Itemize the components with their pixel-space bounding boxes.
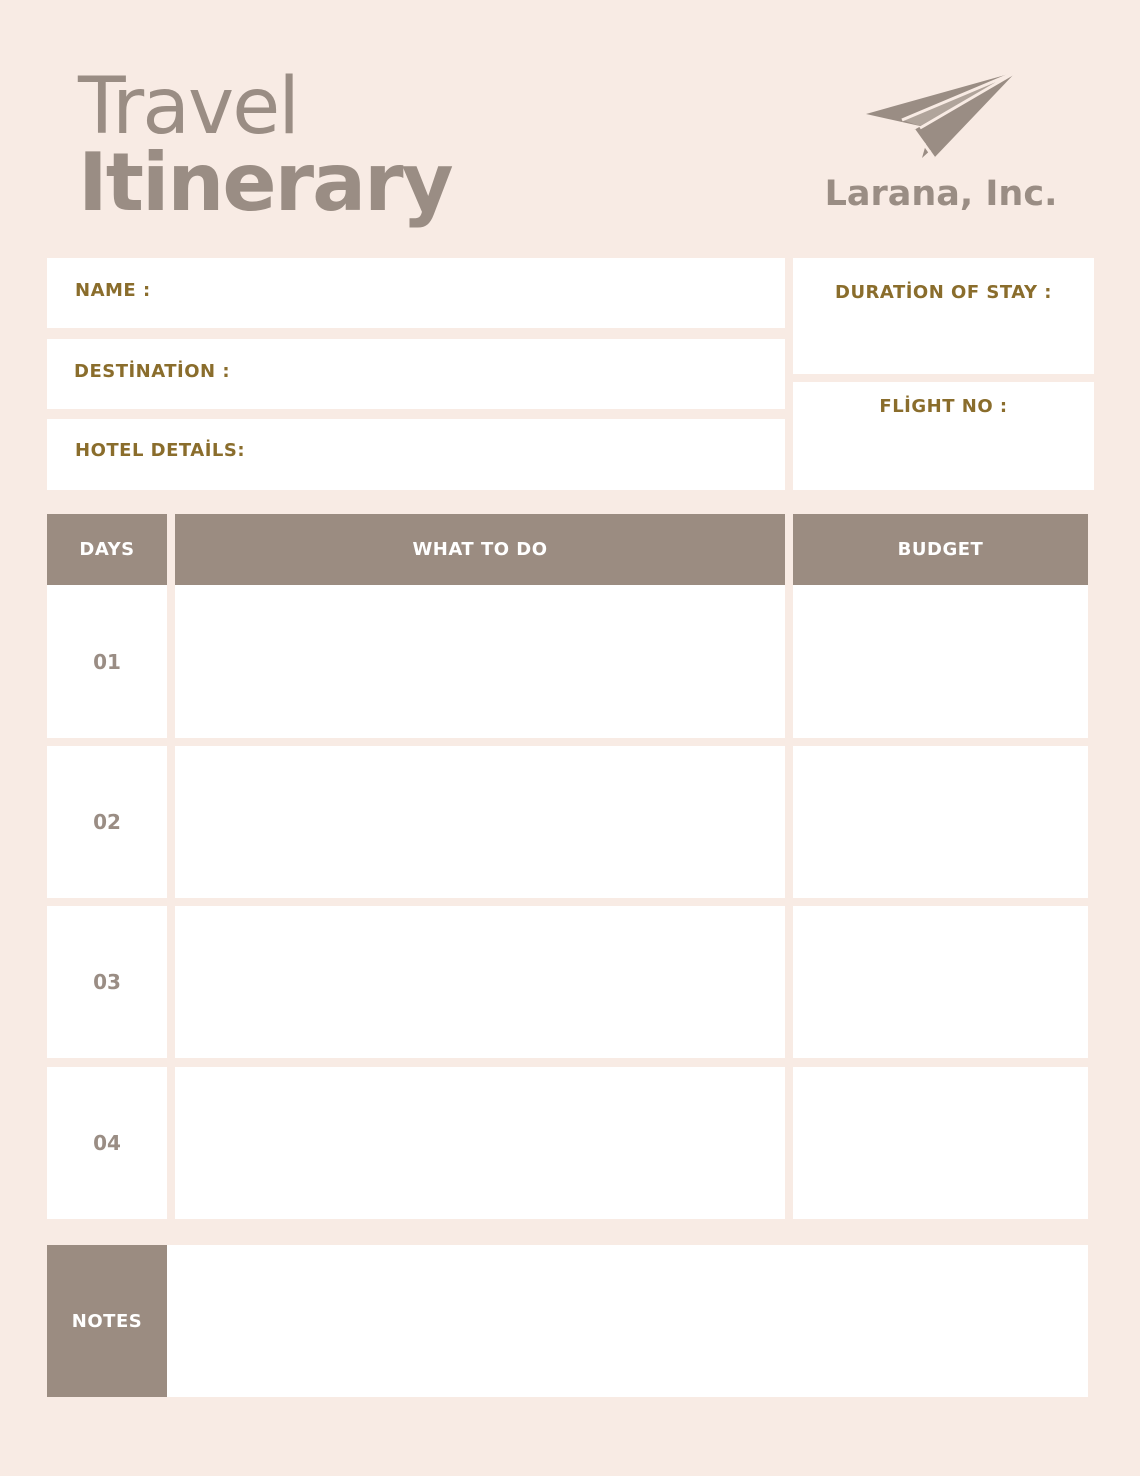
what-to-do-cell-01[interactable] (175, 585, 785, 738)
budget-cell-03[interactable] (793, 906, 1088, 1058)
flight-no-label: FLİGHT NO : (879, 396, 1008, 417)
flight-no-field[interactable] (793, 382, 1094, 490)
hotel-details-label: HOTEL DETAİLS: (75, 440, 246, 461)
paper-plane-icon (862, 68, 1022, 162)
days-header: DAYS (47, 514, 167, 585)
hotel-details-field[interactable] (47, 419, 785, 490)
title-itinerary: Itinerary (78, 136, 452, 229)
notes-field[interactable] (167, 1245, 1088, 1397)
day-cell-01: 01 (47, 585, 167, 738)
notes-label: NOTES (47, 1245, 167, 1397)
what-to-do-cell-03[interactable] (175, 906, 785, 1058)
day-cell-03: 03 (47, 906, 167, 1058)
what-to-do-header: WHAT TO DO (175, 514, 785, 585)
day-cell-04: 04 (47, 1067, 167, 1219)
budget-cell-04[interactable] (793, 1067, 1088, 1219)
destination-field[interactable] (47, 339, 785, 409)
budget-cell-02[interactable] (793, 746, 1088, 898)
name-field[interactable] (47, 258, 785, 328)
company-name: Larana, Inc. (824, 174, 1058, 214)
destination-label: DESTİNATİON : (74, 361, 231, 382)
day-cell-02: 02 (47, 746, 167, 898)
name-label: NAME : (75, 280, 151, 301)
what-to-do-cell-04[interactable] (175, 1067, 785, 1219)
budget-cell-01[interactable] (793, 585, 1088, 738)
what-to-do-cell-02[interactable] (175, 746, 785, 898)
budget-header: BUDGET (793, 514, 1088, 585)
duration-of-stay-field[interactable] (793, 258, 1094, 374)
title-travel: Travel (78, 62, 298, 152)
duration-of-stay-label: DURATİON OF STAY : (835, 282, 1052, 303)
